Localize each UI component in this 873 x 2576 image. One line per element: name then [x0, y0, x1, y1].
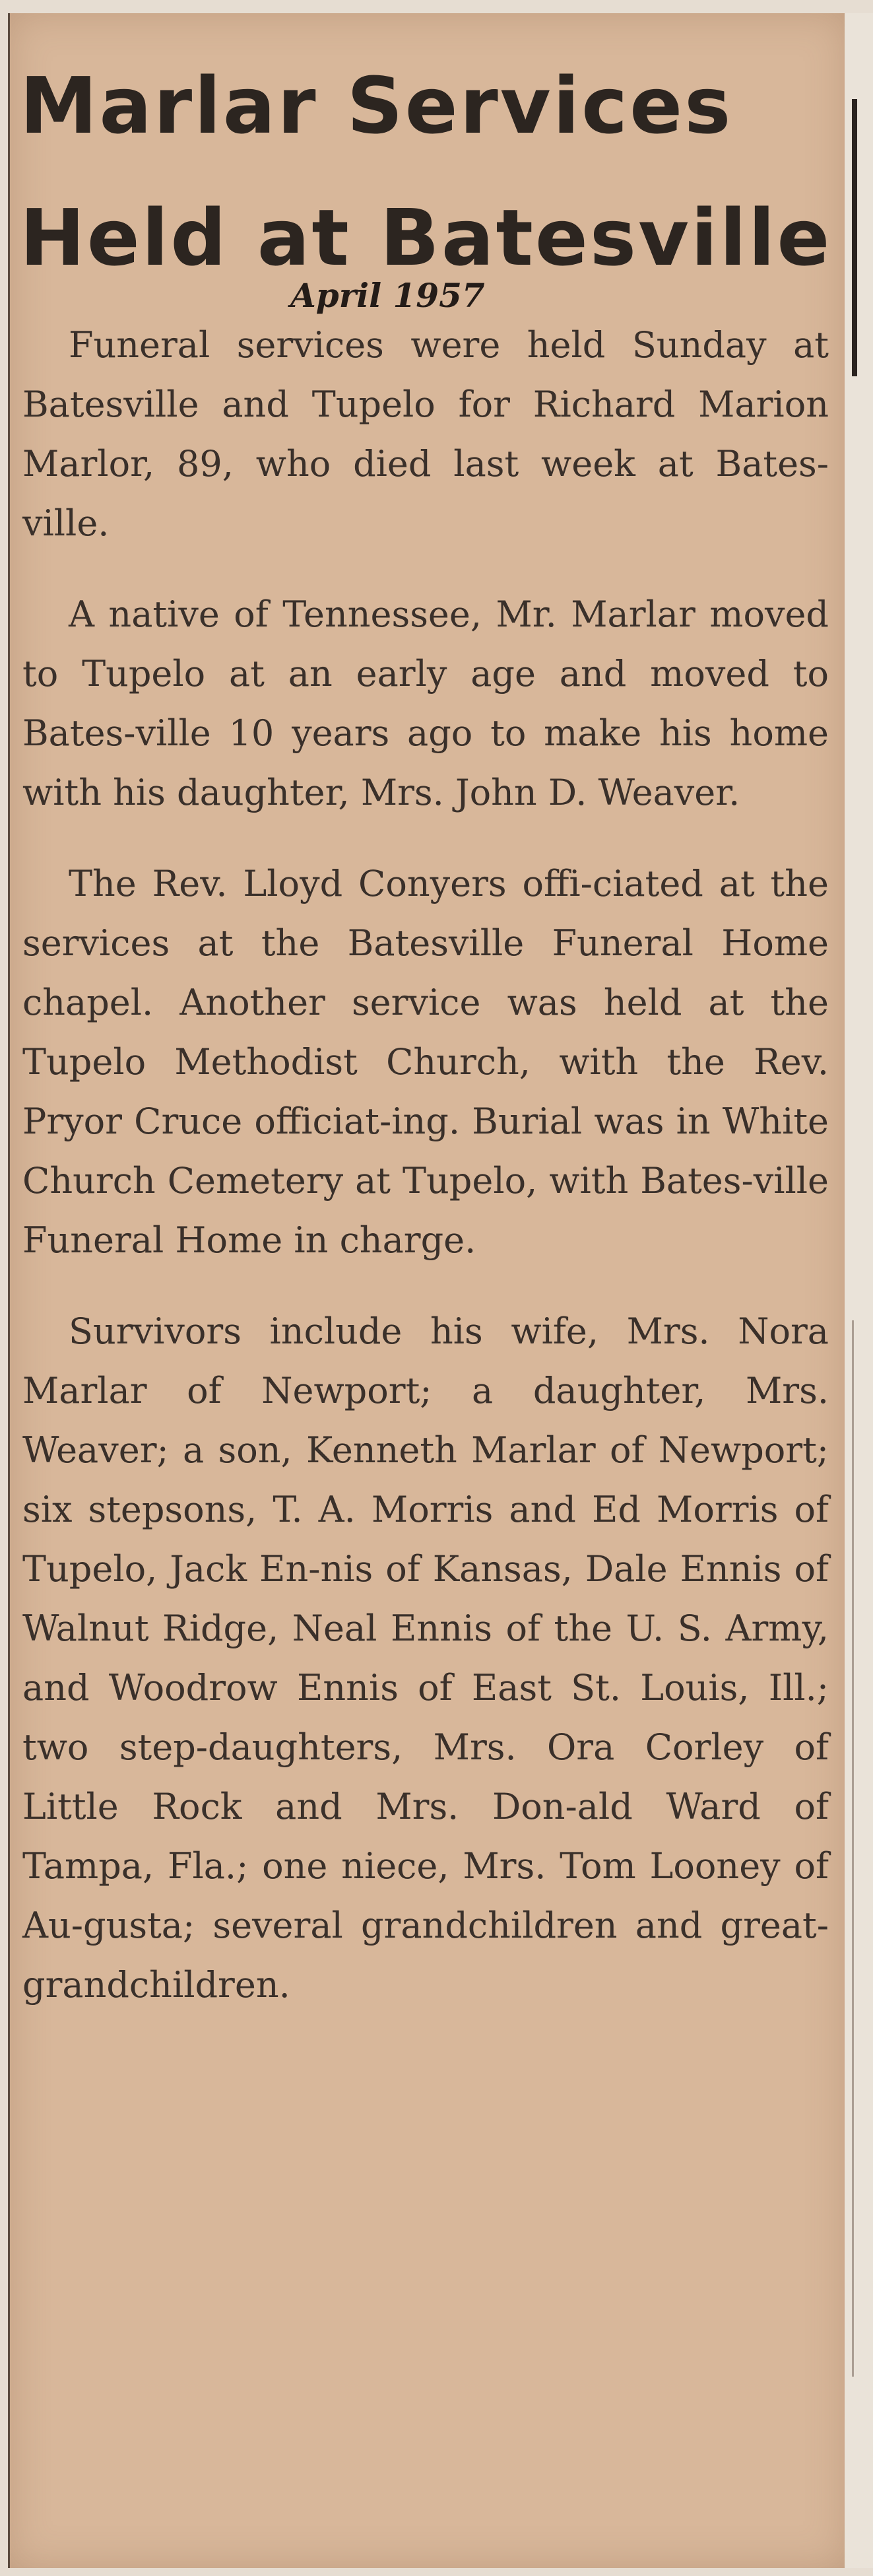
headline-line-2: Held at Batesville [20, 192, 832, 283]
adjacent-column-rule [852, 99, 857, 376]
paragraph-funeral-services: Funeral services were held Sunday at Batesville and Tupelo for Richard Marion Marlor, 89, who died last week at Bates-ville. [22, 324, 829, 544]
article-headline [20, 40, 831, 304]
article-body [22, 316, 829, 2047]
clipping-torn-edge [845, 13, 873, 2568]
headline-line-1: Marlar Services [20, 60, 733, 151]
handwritten-date: April 1957 [290, 276, 485, 315]
paragraph-survivors: Survivors include his wife, Mrs. Nora Marlar of Newport; a daughter, Mrs. Weaver; a son, Kenneth Marlar of Newport; six stepsons, T. A. Morris and Ed Morris of Tupelo, Jack En-nis of Kansas, Dale Ennis of Walnut Ridge, Neal Ennis of the U. S. Army, and Woodrow Ennis of East St. Louis, Ill.; two step-daughters, Mrs. Ora Corley of Little Rock and Mrs. Don-ald Ward of Tampa, Fla.; one niece, Mrs. Tom Looney of Au-gusta; several grandchildren and great-grandchildren. [22, 1310, 829, 2006]
adjacent-column-text-edge [852, 1320, 854, 2377]
paragraph-native-of-tennessee: A native of Tennessee, Mr. Marlar moved to Tupelo at an early age and moved to Bates-ville 10 years ago to make his home with his daughter, Mrs. John D. Weaver. [22, 593, 829, 813]
paragraph-officiants: The Rev. Lloyd Conyers offi-ciated at the services at the Batesville Funeral Home chapel. Another service was held at the Tupelo Methodist Church, with the Rev. Pryor Cruce officiat-ing. Burial was in White Church Cemetery at Tupelo, with Bates-ville Funeral Home in charge. [22, 863, 829, 1261]
